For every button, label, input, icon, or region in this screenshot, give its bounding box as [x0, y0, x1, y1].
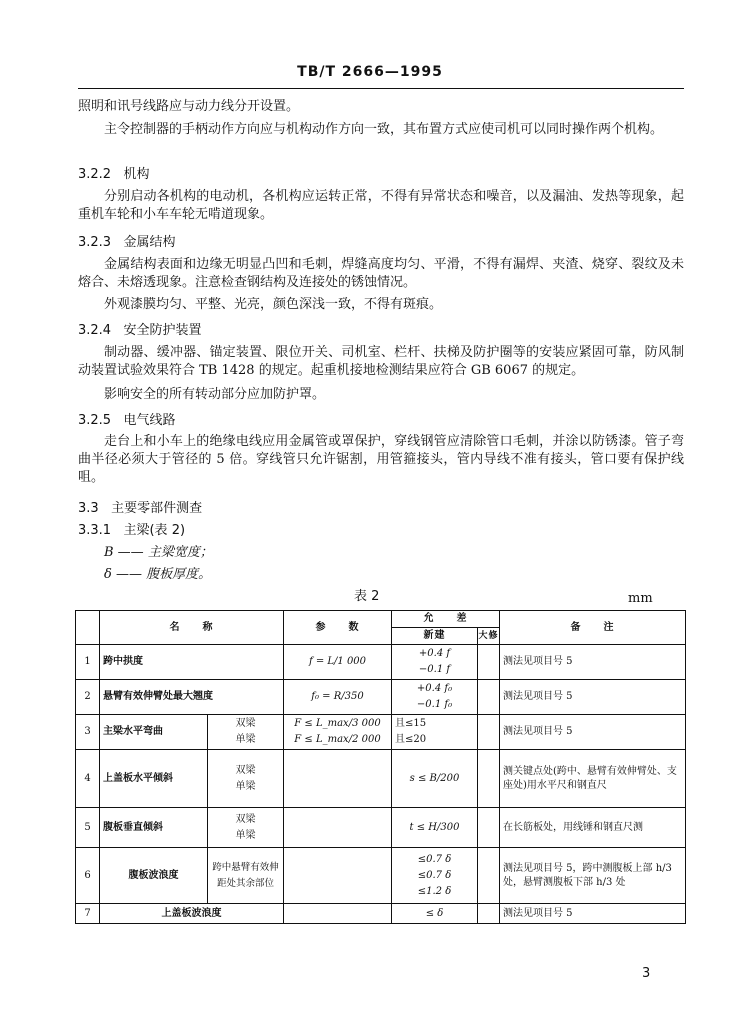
tolerance-table — [75, 610, 686, 924]
header-rule — [78, 88, 684, 89]
row-tolerance: t ≤ H/300 — [392, 808, 478, 848]
row-remark: 测法见项目号 5 — [500, 645, 686, 680]
page-number: 3 — [642, 966, 651, 981]
header-no — [76, 611, 100, 645]
row-number: 2 — [76, 680, 100, 715]
tolerance-value: +0.4 f — [418, 648, 451, 659]
subtype-label: 单梁 — [235, 734, 256, 745]
definition-delta: δ —— 腹板厚度。 — [104, 567, 212, 582]
tolerance-value: +0.4 f₀ — [416, 683, 453, 694]
row-param — [284, 848, 392, 904]
section-title: 电气线路 — [123, 413, 176, 428]
tolerance-value: 且≤20 — [395, 734, 427, 745]
row-remark: 测法见项目号 5 — [500, 680, 686, 715]
row-tolerance — [392, 715, 478, 750]
row-name: 上盖板波浪度 — [100, 904, 284, 924]
table-row — [76, 904, 686, 924]
subtype-label: 双梁 — [235, 718, 256, 729]
section-3-2-3-heading — [78, 234, 176, 252]
row-number: 3 — [76, 715, 100, 750]
paragraph-metal-structure: 金属结构表面和边缘无明显凸凹和毛刺，焊缝高度均匀、平滑，不得有漏焊、夹渣、烧穿、裂纹及未熔合、未熔透现象。注意检查钢结构及连接处的锈蚀情况。 — [78, 257, 684, 290]
table-caption: 表 2 — [354, 589, 380, 604]
table-row — [76, 715, 686, 750]
row-remark: 测法见项目号 5 — [500, 904, 686, 924]
row-overhaul — [478, 715, 500, 750]
section-3-2-2-heading — [78, 166, 150, 184]
row-subtype — [208, 808, 284, 848]
section-title: 主要零部件测查 — [111, 501, 203, 516]
table-row — [76, 848, 686, 904]
paragraph-lighting: 照明和讯号线路应与动力线分开设置。 — [78, 99, 300, 114]
section-title: 金属结构 — [123, 235, 176, 250]
row-tolerance — [392, 645, 478, 680]
table-row — [76, 808, 686, 848]
section-number: 3.2.4 — [78, 323, 112, 338]
table-row — [76, 750, 686, 808]
tolerance-value: ≤0.7 δ — [417, 869, 452, 881]
paragraph-controller: 主令控制器的手柄动作方向应与机构动作方向一致，其布置方式应使司机可以同时操作两个机构。 — [104, 122, 664, 137]
table-row — [76, 645, 686, 680]
section-3-2-5-heading — [78, 412, 176, 430]
row-overhaul — [478, 645, 500, 680]
tolerance-value: ≤1.2 δ — [417, 885, 452, 897]
section-3-3-1-heading — [78, 522, 185, 540]
row-tolerance — [392, 680, 478, 715]
row-name: 腹板垂直倾斜 — [100, 808, 208, 848]
paragraph-guards: 影响安全的所有转动部分应加防护罩。 — [104, 387, 326, 402]
tolerance-value: −0.1 f — [418, 664, 451, 675]
section-number: 3.2.5 — [78, 413, 112, 428]
table-unit: mm — [628, 591, 653, 606]
subtype-label: 距处其余部位 — [216, 877, 274, 889]
row-name: 上盖板水平倾斜 — [100, 750, 208, 808]
definition-B: B —— 主梁宽度； — [104, 545, 213, 560]
paragraph-wiring: 走台上和小车上的绝缘电线应用金属管或罩保护，穿线钢管应清除管口毛刺，并涂以防锈漆。管子弯曲半径必须大于管径的 5 倍。穿线管只允许锯割，用管箍接头，管内导线不准有接头，管口要有保护线咀。 — [78, 434, 684, 485]
tolerance-value: −0.1 f₀ — [416, 699, 453, 710]
header-new: 新建 — [392, 628, 478, 645]
subtype-label: 双梁 — [235, 764, 256, 776]
row-overhaul — [478, 680, 500, 715]
paragraph-safety-devices: 制动器、缓冲器、锚定装置、限位开关、司机室、栏杆、扶梯及防护圈等的安装应紧固可靠，防风制动装置试验效果符合 TB 1428 的规定。起重机接地检测结果应符合 GB 6067 的规定。 — [78, 345, 684, 378]
header-remark: 备 注 — [500, 611, 686, 645]
row-number: 5 — [76, 808, 100, 848]
row-name: 主梁水平弯曲 — [100, 715, 208, 750]
tolerance-value: 且≤15 — [395, 718, 427, 729]
header-name: 名 称 — [100, 611, 284, 645]
row-remark: 测关键点处(跨中、悬臂有效伸臂处、支座处)用水平尺和钢直尺 — [500, 750, 686, 808]
row-param — [284, 808, 392, 848]
subtype-label: 单梁 — [235, 829, 256, 841]
row-param: f₀ = R/350 — [284, 680, 392, 715]
row-number: 7 — [76, 904, 100, 924]
row-overhaul — [478, 808, 500, 848]
header-overhaul: 大修 — [478, 628, 500, 645]
section-3-3-heading — [78, 500, 202, 518]
row-remark: 测法见项目号 5 — [500, 715, 686, 750]
row-param — [284, 715, 392, 750]
header-param: 参 数 — [284, 611, 392, 645]
paragraph-paint: 外观漆膜均匀、平整、光亮，颜色深浅一致，不得有斑痕。 — [104, 297, 443, 312]
row-subtype — [208, 715, 284, 750]
row-number: 6 — [76, 848, 100, 904]
row-remark: 在长筋板处，用线锤和钢直尺测 — [500, 808, 686, 848]
section-number: 3.3 — [78, 501, 99, 516]
table-row — [76, 680, 686, 715]
row-name: 腹板波浪度 — [100, 848, 208, 904]
param-value: F ≤ L_max/2 000 — [294, 734, 381, 745]
subtype-label: 单梁 — [235, 780, 256, 792]
row-tolerance: s ≤ B/200 — [392, 750, 478, 808]
row-name: 跨中拱度 — [100, 645, 284, 680]
section-title: 机构 — [123, 167, 150, 182]
row-param — [284, 904, 392, 924]
section-number: 3.3.1 — [78, 523, 112, 538]
row-param: f = L/1 000 — [284, 645, 392, 680]
row-overhaul — [478, 904, 500, 924]
row-param — [284, 750, 392, 808]
param-value: F ≤ L_max/3 000 — [294, 718, 381, 729]
row-subtype — [208, 750, 284, 808]
header-tolerance: 允 差 — [392, 611, 500, 628]
document-code-header: TB/T 2666—1995 — [297, 64, 443, 80]
row-subtype — [208, 848, 284, 904]
row-number: 1 — [76, 645, 100, 680]
section-title: 安全防护装置 — [123, 323, 202, 338]
section-title: 主梁(表 2) — [123, 523, 186, 538]
section-number: 3.2.3 — [78, 235, 112, 250]
row-tolerance — [392, 848, 478, 904]
tolerance-value: ≤0.7 δ — [417, 853, 452, 865]
paragraph-mechanism: 分别启动各机构的电动机，各机构应运转正常，不得有异常状态和噪音，以及漏油、发热等现象，起重机车轮和小车车轮无啃道现象。 — [78, 189, 684, 222]
row-number: 4 — [76, 750, 100, 808]
row-overhaul — [478, 848, 500, 904]
section-3-2-4-heading — [78, 322, 202, 340]
row-name: 悬臂有效伸臂处最大翘度 — [100, 680, 284, 715]
row-tolerance: ≤ δ — [392, 904, 478, 924]
row-remark: 测法见项目号 5，跨中测腹板上部 h/3 处，悬臂测腹板下部 h/3 处 — [500, 848, 686, 904]
row-overhaul — [478, 750, 500, 808]
section-number: 3.2.2 — [78, 167, 112, 182]
subtype-label: 跨中悬臂有效伸 — [212, 861, 279, 873]
subtype-label: 双梁 — [235, 813, 256, 825]
